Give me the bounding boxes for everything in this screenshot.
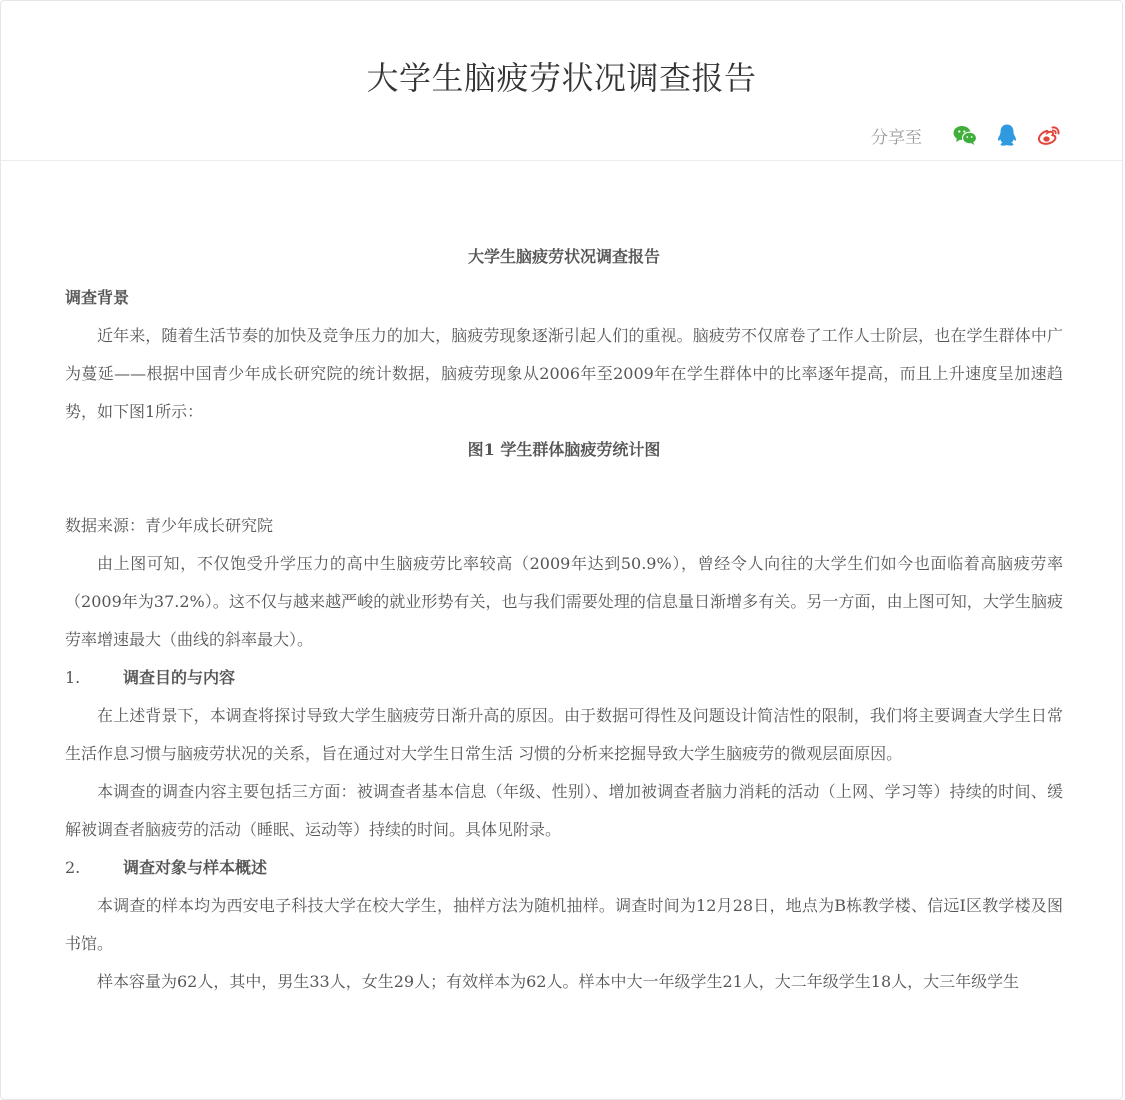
section1-paragraph-2: 本调查的调查内容主要包括三方面：被调查者基本信息（年级、性别）、增加被调查者脑力消耗的活动（上网、学习等）持续的时间、缓解被调查者脑疲劳的活动（睡眠、运动等）持续的时间。具体见附录。 xyxy=(65,782,1063,839)
analysis-paragraph: 由上图可知，不仅饱受升学压力的高中生脑疲劳比率较高（2009年达到50.9%），曾经令人向往的大学生们如今也面临着高脑疲劳率（2009年为37.2%）。这不仅与越来越严峻的就业形势有关，也与我们需要处理的信息量日渐增多有关。另一方面，由上图可知，大学生脑疲劳率增速最大（曲线的斜率最大）。 xyxy=(65,554,1063,649)
figure-caption: 图1 学生群体脑疲劳统计图 xyxy=(467,440,661,459)
section1-heading xyxy=(65,659,1063,697)
data-source: 数据来源：青少年成长研究院 xyxy=(65,516,274,535)
page-header xyxy=(1,1,1122,161)
document-title: 大学生脑疲劳状况调查报告 xyxy=(467,247,660,266)
section2-paragraph-2: 样本容量为62人，其中，男生33人，女生29人；有效样本为62人。样本中大一年级学生21人，大二年级学生18人，大三年级学生 xyxy=(97,972,1020,991)
section2-title: 调查对象与样本概述 xyxy=(123,858,268,877)
share-bar xyxy=(871,122,1062,148)
background-heading: 调查背景 xyxy=(65,288,130,307)
background-paragraph: 近年来，随着生活节奏的加快及竞争压力的加大，脑疲劳现象逐渐引起人们的重视。脑疲劳不仅席卷了工作人士阶层，也在学生群体中广为蔓延——根据中国青少年成长研究院的统计数据，脑疲劳现象从2006年至2009年在学生群体中的比率逐年提高，而且上升速度呈加速趋势，如下图1所示： xyxy=(65,326,1063,421)
qq-icon[interactable] xyxy=(994,122,1020,148)
share-label: 分享至 xyxy=(871,127,922,148)
section1-title: 调查目的与内容 xyxy=(123,668,236,687)
figure-placeholder xyxy=(65,469,1063,507)
section1-paragraph-1: 在上述背景下，本调查将探讨导致大学生脑疲劳日渐升高的原因。由于数据可得性及问题设计简洁性的限制，我们将主要调查大学生日常生活作息习惯与脑疲劳状况的关系，旨在通过对大学生日常生活 习惯的分析来挖掘导致大学生脑疲劳的微观层面原因。 xyxy=(65,706,1063,763)
section1-number: 1. xyxy=(65,668,81,687)
section2-paragraph-1: 本调查的样本均为西安电子科技大学在校大学生，抽样方法为随机抽样。调查时间为12月28日，地点为B栋教学楼、信远I区教学楼及图书馆。 xyxy=(65,896,1063,953)
section2-heading xyxy=(65,849,1063,887)
section2-number: 2. xyxy=(65,858,81,877)
page-title: 大学生脑疲劳状况调查报告 xyxy=(366,59,757,97)
article-body xyxy=(65,231,1063,1001)
weibo-icon[interactable] xyxy=(1036,122,1062,148)
wechat-icon[interactable] xyxy=(952,122,978,148)
